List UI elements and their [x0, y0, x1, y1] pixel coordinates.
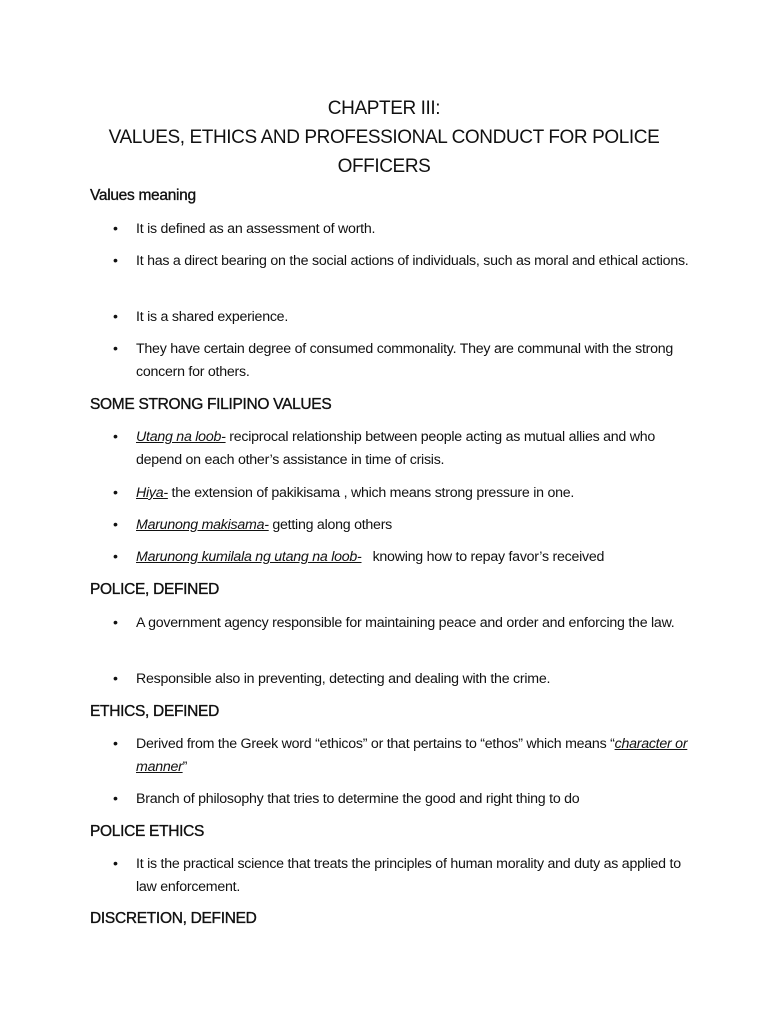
section-heading-ethics: ETHICS, DEFINED — [90, 703, 219, 720]
chapter-title — [90, 94, 678, 181]
list-item: • Utang na loob- reciprocal relationship between people acting as mutual allies and who depend on each other’s assistance in time of crisis. — [113, 426, 693, 471]
section-heading-police: POLICE, DEFINED — [90, 581, 219, 598]
value-term: Marunong makisama- — [136, 517, 269, 533]
list-item: • It is the practical science that treats the principles of human morality and duty as applied to law enforcement. — [113, 853, 693, 898]
bullet-icon: • — [113, 791, 118, 807]
list-item: • Hiya- the extension of pakikisama , which means strong pressure in one. — [113, 482, 693, 505]
chapter-number: CHAPTER III: — [327, 98, 441, 119]
section-heading-police-ethics: POLICE ETHICS — [90, 823, 205, 840]
bullet-icon: • — [113, 856, 118, 872]
bullet-icon: • — [113, 221, 118, 237]
section-heading-values: Values meaning — [90, 187, 196, 204]
bullet-icon: • — [113, 309, 118, 325]
section-heading-discretion: DISCRETION, DEFINED — [90, 910, 257, 927]
ethos-meaning: character or manner — [136, 736, 688, 775]
list-item: • Derived from the Greek word “ethicos” or that pertains to “ethos” which means “character or manner” — [113, 733, 693, 778]
bullet-icon: • — [113, 485, 118, 501]
value-term: Hiya- — [136, 485, 168, 501]
list-item: • Branch of philosophy that tries to determine the good and right thing to do — [113, 788, 693, 811]
value-term: Marunong kumilala ng utang na loob- — [136, 549, 362, 565]
list-item: • It is defined as an assessment of worth. — [113, 218, 693, 241]
list-item: • It is a shared experience. — [113, 306, 693, 329]
list-item: • It has a direct bearing on the social actions of individuals, such as moral and ethical actions. — [113, 250, 693, 273]
bullet-icon: • — [113, 517, 118, 533]
chapter-title-line: VALUES, ETHICS AND PROFESSIONAL CONDUCT FOR POLICE — [108, 127, 660, 148]
list-item: • A government agency responsible for maintaining peace and order and enforcing the law. — [113, 612, 693, 635]
bullet-icon: • — [113, 341, 118, 357]
list-item: • Marunong makisama- getting along others — [113, 514, 693, 537]
bullet-icon: • — [113, 253, 118, 269]
section-heading-filipino-values: SOME STRONG FILIPINO VALUES — [90, 396, 332, 413]
bullet-icon: • — [113, 549, 118, 565]
list-item: • Responsible also in preventing, detecting and dealing with the crime. — [113, 668, 693, 691]
list-item: • Marunong kumilala ng utang na loob- knowing how to repay favor’s received — [113, 546, 693, 569]
value-term: Utang na loob- — [136, 429, 226, 445]
bullet-icon: • — [113, 615, 118, 631]
chapter-title-line: OFFICERS — [337, 156, 431, 177]
bullet-icon: • — [113, 736, 118, 752]
list-item: • They have certain degree of consumed commonality. They are communal with the strong concern for others. — [113, 338, 693, 383]
bullet-icon: • — [113, 671, 118, 687]
bullet-icon: • — [113, 429, 118, 445]
